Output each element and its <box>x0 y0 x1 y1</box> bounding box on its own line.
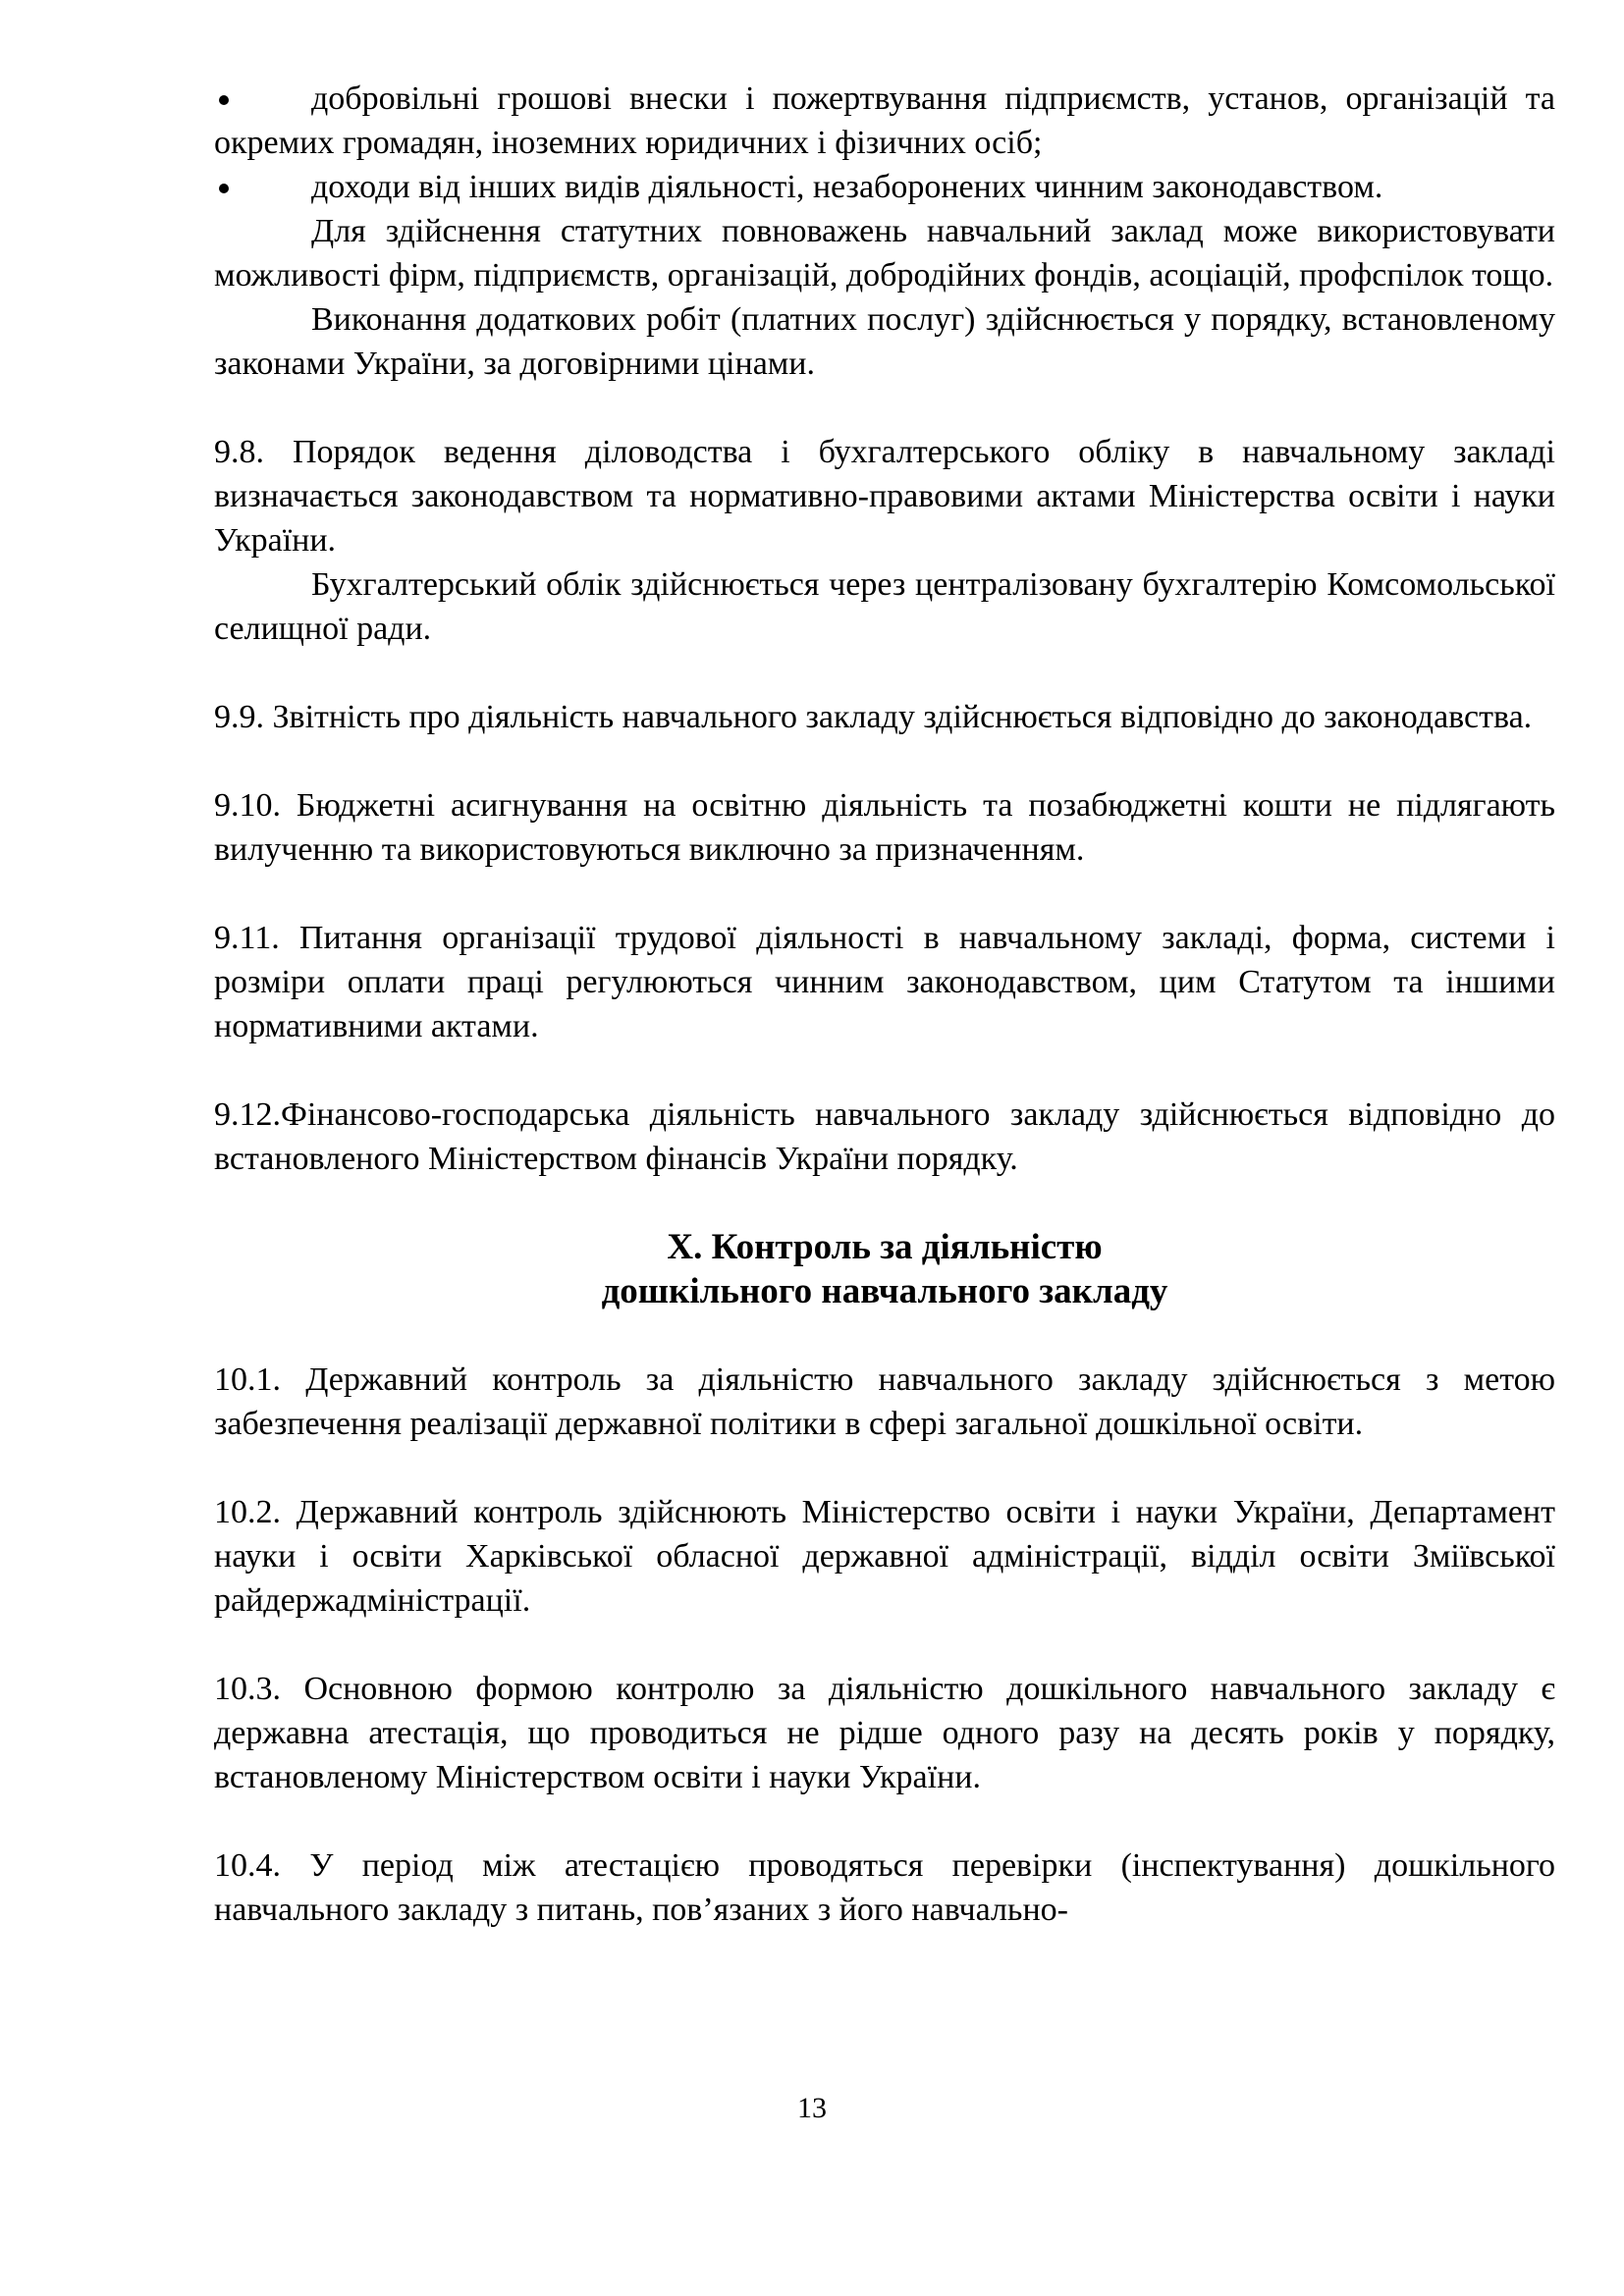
paragraph-9-10: 9.10. Бюджетні асигнування на освітню діяльність та позабюджетні кошти не підлягають вилученню та використовуються виключно за призначенням. <box>214 787 1555 868</box>
list-item-text: добровільні грошові внески і пожертвування підприємств, установ, організацій та окремих громадян, іноземних юридичних і фізичних осіб; <box>214 80 1555 161</box>
bullet-icon <box>219 95 229 105</box>
paragraph-10-1: 10.1. Державний контроль за діяльністю навчального закладу здійснюється з метою забезпечення реалізації державної політики в сфері загальної дошкільної освіти. <box>214 1362 1555 1442</box>
list-item-text: доходи від інших видів діяльності, незаборонених чинним законодавством. <box>311 169 1383 205</box>
section-heading-line-2: дошкільного навчального закладу <box>601 1271 1168 1311</box>
page-number: 13 <box>797 2092 827 2124</box>
bullet-icon <box>219 184 229 193</box>
paragraph-9-8: 9.8. Порядок ведення діловодства і бухгалтерського обліку в навчальному закладі визначається законодавством та нормативно-правовими актами Міністерства освіти і науки України. <box>214 434 1555 559</box>
list-item <box>214 165 1555 209</box>
document-page <box>214 77 1555 1932</box>
paragraph-10-4: 10.4. У період між атестацією проводяться перевірки (інспектування) дошкільного навчального закладу з питань, пов’язаних з його навчально- <box>214 1847 1555 1928</box>
section-heading-line-1: X. Контроль за діяльністю <box>667 1227 1103 1267</box>
paragraph-10-3: 10.3. Основною формою контролю за діяльністю дошкільного навчального закладу є державна атестація, що проводиться не рідше одного разу на десять років у порядку, встановленому Міністерством освіти і науки України. <box>214 1671 1555 1795</box>
paragraph-9-11: 9.11. Питання організації трудової діяльності в навчальному закладі, форма, системи і розміри оплати праці регулюються чинним законодавством, цим Статутом та іншими нормативними актами. <box>214 920 1555 1044</box>
paragraph-9-9: 9.9. Звітність про діяльність навчального закладу здійснюється відповідно до законодавства. <box>214 699 1533 735</box>
paragraph-9-8-accounting: Бухгалтерський облік здійснюється через централізовану бухгалтерію Комсомольської селищної ради. <box>214 566 1555 647</box>
list-item <box>214 77 1555 165</box>
paragraph-10-2: 10.2. Державний контроль здійснюють Міністерство освіти і науки України, Департамент науки і освіти Харківської обласної державної адміністрації, відділ освіти Зміївської райдержадміністрації. <box>214 1494 1555 1619</box>
paragraph-statutory-powers: Для здійснення статутних повноважень навчальний заклад може використовувати можливості фірм, підприємств, організацій, добродійних фондів, асоціацій, профспілок тощо. <box>214 213 1555 294</box>
paragraph-9-12: 9.12.Фінансово-господарська діяльність навчального закладу здійснюється відповідно до встановленого Міністерством фінансів України порядку. <box>214 1096 1555 1177</box>
paragraph-additional-work: Виконання додаткових робіт (платних послуг) здійснюється у порядку, встановленому законами України, за договірними цінами. <box>214 301 1555 382</box>
section-heading <box>214 1225 1555 1313</box>
